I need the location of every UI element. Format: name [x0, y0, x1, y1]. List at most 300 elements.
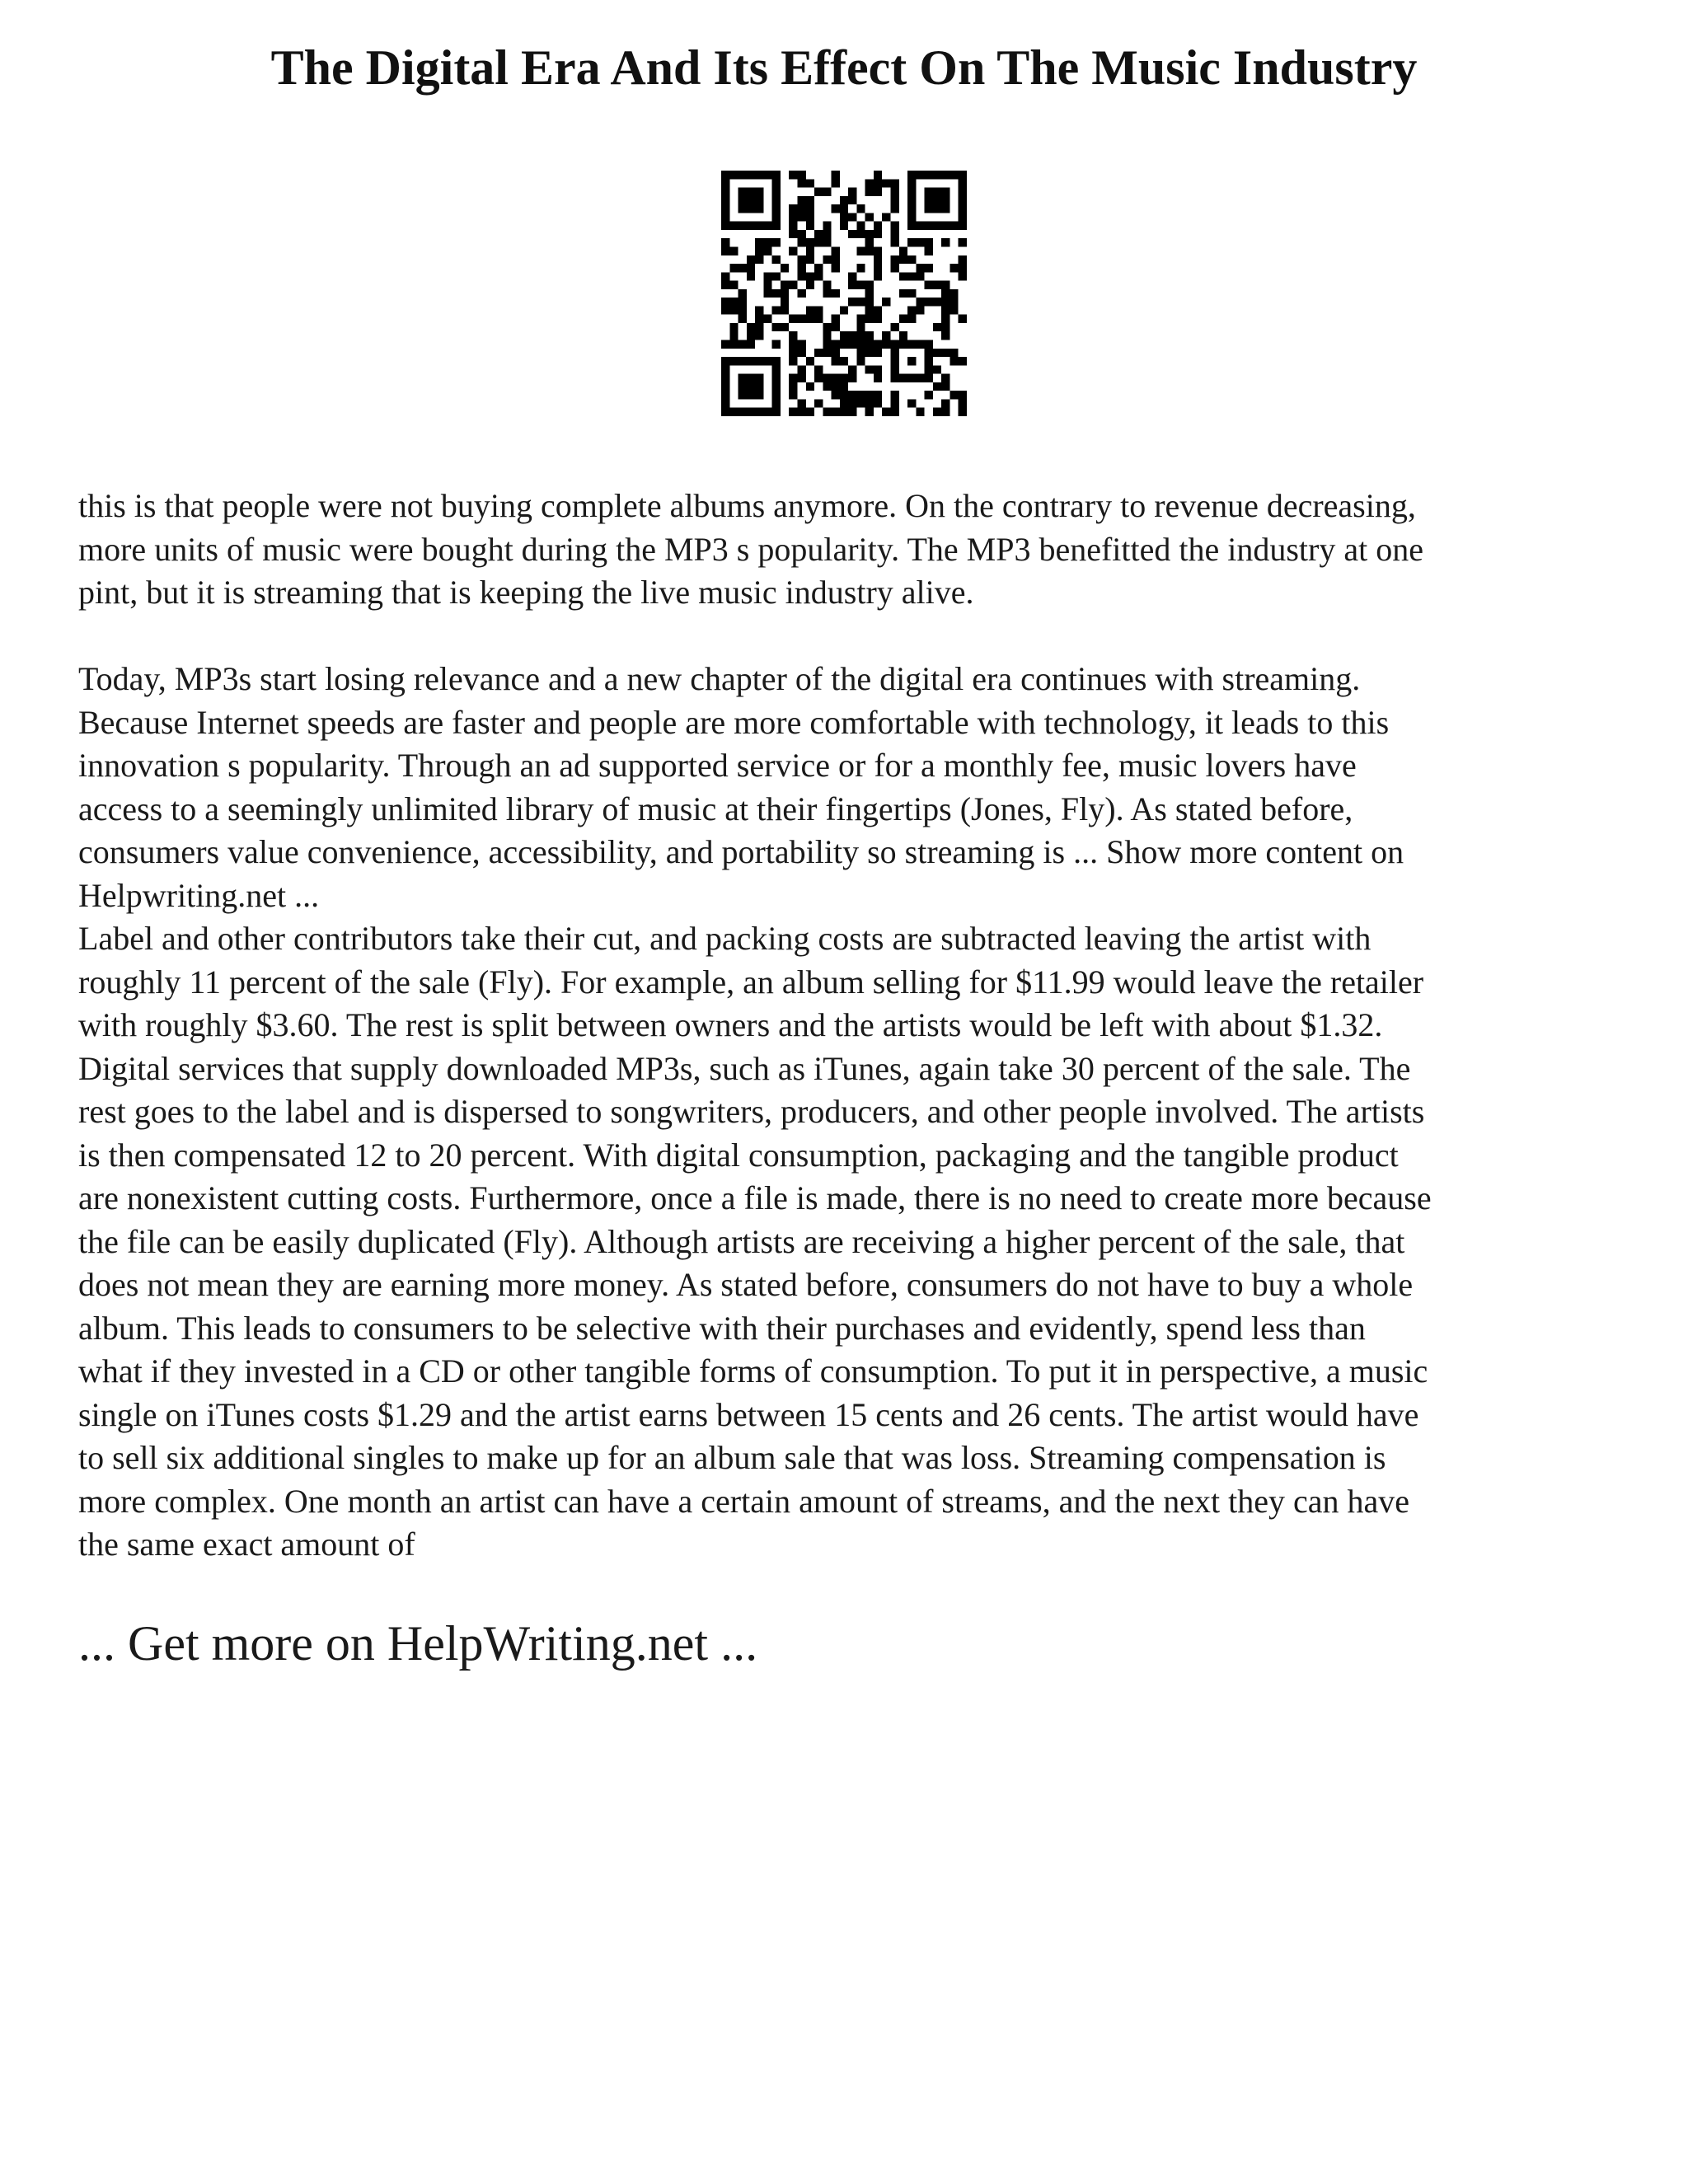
qr-module — [797, 238, 805, 246]
qr-module — [721, 171, 729, 179]
qr-module — [763, 281, 771, 289]
qr-module — [789, 331, 797, 340]
qr-module — [916, 298, 924, 306]
qr-module — [925, 264, 933, 272]
qr-module — [772, 171, 781, 179]
qr-module — [797, 340, 805, 349]
qr-module — [772, 196, 781, 204]
qr-module — [755, 196, 763, 204]
qr-module — [925, 349, 933, 357]
qr-module — [874, 272, 882, 280]
qr-module — [848, 365, 856, 373]
qr-module — [941, 374, 950, 382]
qr-module — [772, 391, 781, 399]
qr-module — [747, 382, 755, 391]
qr-module — [797, 374, 805, 382]
qr-module — [806, 382, 814, 391]
qr-module — [874, 399, 882, 407]
qr-module — [772, 374, 781, 382]
qr-module — [891, 196, 899, 204]
qr-module — [721, 281, 729, 289]
qr-module — [832, 171, 840, 179]
qr-module — [772, 204, 781, 213]
qr-module — [840, 306, 848, 314]
qr-module — [747, 171, 755, 179]
qr-module — [755, 408, 763, 416]
qr-module — [797, 171, 805, 179]
qr-module — [755, 315, 763, 323]
qr-module — [747, 264, 755, 272]
qr-module — [907, 272, 916, 280]
qr-module — [925, 196, 933, 204]
qr-module — [806, 222, 814, 230]
qr-module — [840, 331, 848, 340]
qr-module — [747, 222, 755, 230]
qr-module — [899, 374, 907, 382]
qr-module — [865, 340, 874, 349]
qr-module — [832, 204, 840, 213]
qr-module — [874, 246, 882, 255]
qr-module — [856, 399, 865, 407]
qr-module — [941, 171, 950, 179]
qr-module — [738, 374, 747, 382]
qr-module — [925, 281, 933, 289]
qr-module — [797, 255, 805, 264]
qr-module — [882, 179, 890, 187]
qr-module — [933, 298, 941, 306]
qr-module — [729, 222, 738, 230]
qr-module — [755, 171, 763, 179]
qr-module — [721, 340, 729, 349]
qr-module — [738, 391, 747, 399]
qr-module — [856, 281, 865, 289]
qr-module — [959, 213, 967, 221]
qr-module — [891, 179, 899, 187]
qr-module — [874, 340, 882, 349]
qr-module — [925, 298, 933, 306]
qr-module — [959, 255, 967, 264]
qr-module — [729, 340, 738, 349]
qr-module — [941, 222, 950, 230]
qr-module — [772, 222, 781, 230]
qr-module — [933, 196, 941, 204]
qr-module — [797, 213, 805, 221]
qr-module — [721, 179, 729, 187]
qr-module — [925, 340, 933, 349]
qr-module — [721, 306, 729, 314]
qr-module — [832, 340, 840, 349]
qr-module — [789, 222, 797, 230]
qr-module — [874, 349, 882, 357]
qr-module — [907, 399, 916, 407]
qr-module — [763, 238, 771, 246]
qr-module — [806, 306, 814, 314]
qr-module — [729, 246, 738, 255]
qr-module — [941, 298, 950, 306]
qr-module — [865, 230, 874, 238]
qr-module — [848, 230, 856, 238]
qr-module — [806, 255, 814, 264]
qr-module — [806, 238, 814, 246]
qr-module — [738, 315, 747, 323]
qr-module — [814, 264, 823, 272]
qr-module — [941, 382, 950, 391]
qr-module — [950, 391, 958, 399]
qr-module — [755, 374, 763, 382]
qr-module — [738, 306, 747, 314]
qr-module — [941, 315, 950, 323]
qr-module — [772, 179, 781, 187]
paragraph-spacer — [78, 615, 1628, 658]
qr-module — [823, 230, 831, 238]
qr-module — [882, 331, 890, 340]
qr-module — [789, 374, 797, 382]
qr-module — [832, 408, 840, 416]
qr-module — [832, 323, 840, 331]
qr-module — [941, 188, 950, 196]
qr-module — [874, 171, 882, 179]
qr-module — [865, 289, 874, 298]
qr-module — [806, 213, 814, 221]
qr-module — [848, 188, 856, 196]
qr-module — [797, 272, 805, 280]
qr-module — [721, 238, 729, 246]
qr-module — [941, 399, 950, 407]
qr-module — [823, 323, 831, 331]
qr-module — [823, 340, 831, 349]
qr-module — [772, 255, 781, 264]
qr-module — [933, 408, 941, 416]
qr-module — [891, 255, 899, 264]
qr-module — [907, 315, 916, 323]
qr-module — [925, 246, 933, 255]
qr-module — [721, 196, 729, 204]
page-title: The Digital Era And Its Effect On The Music Industry — [270, 40, 1418, 95]
qr-module — [865, 391, 874, 399]
qr-module — [848, 281, 856, 289]
qr-module — [721, 272, 729, 280]
qr-module — [933, 349, 941, 357]
qr-module — [950, 171, 958, 179]
qr-module — [874, 315, 882, 323]
qr-module — [941, 408, 950, 416]
qr-module — [832, 264, 840, 272]
qr-module — [950, 264, 958, 272]
qr-module — [840, 374, 848, 382]
qr-module — [772, 306, 781, 314]
qr-module — [840, 222, 848, 230]
qr-module — [907, 171, 916, 179]
qr-module — [899, 289, 907, 298]
qr-module — [941, 323, 950, 331]
qr-module — [925, 238, 933, 246]
qr-module — [806, 179, 814, 187]
qr-module — [806, 315, 814, 323]
qr-module — [747, 391, 755, 399]
qr-module — [755, 357, 763, 365]
qr-module — [781, 298, 789, 306]
qr-module — [763, 171, 771, 179]
qr-module — [959, 196, 967, 204]
qr-module — [959, 315, 967, 323]
qr-module — [907, 289, 916, 298]
qr-module — [772, 289, 781, 298]
qr-module — [882, 213, 890, 221]
qr-module — [865, 408, 874, 416]
qr-module — [891, 222, 899, 230]
qr-module — [899, 331, 907, 340]
qr-module — [840, 357, 848, 365]
qr-module — [925, 365, 933, 373]
qr-module — [840, 213, 848, 221]
qr-module — [755, 188, 763, 196]
qr-module — [848, 391, 856, 399]
qr-module — [755, 255, 763, 264]
qr-module — [907, 306, 916, 314]
qr-module — [797, 196, 805, 204]
qr-module — [874, 374, 882, 382]
qr-module — [941, 306, 950, 314]
qr-module — [848, 196, 856, 204]
qr-module — [806, 196, 814, 204]
qr-module — [721, 391, 729, 399]
qr-module — [755, 331, 763, 340]
qr-module — [916, 272, 924, 280]
qr-module — [806, 408, 814, 416]
qr-module — [738, 204, 747, 213]
qr-module — [907, 188, 916, 196]
qr-module — [823, 188, 831, 196]
qr-module — [950, 298, 958, 306]
qr-module — [891, 399, 899, 407]
get-more-link[interactable]: ... Get more on HelpWriting.net ... — [78, 1616, 758, 1671]
qr-module — [840, 399, 848, 407]
qr-module — [856, 264, 865, 272]
qr-module — [789, 349, 797, 357]
qr-module — [865, 298, 874, 306]
qr-module — [772, 238, 781, 246]
qr-module — [941, 331, 950, 340]
qr-module — [814, 272, 823, 280]
qr-module — [856, 246, 865, 255]
qr-module — [729, 264, 738, 272]
qr-module — [747, 323, 755, 331]
qr-module — [823, 374, 831, 382]
qr-module — [916, 264, 924, 272]
qr-module — [806, 204, 814, 213]
qr-module — [832, 315, 840, 323]
qr-module — [865, 213, 874, 221]
qr-module — [832, 179, 840, 187]
qr-module — [856, 349, 865, 357]
qr-module — [925, 171, 933, 179]
qr-module — [907, 213, 916, 221]
qr-module — [721, 298, 729, 306]
qr-module — [738, 408, 747, 416]
qr-module — [891, 349, 899, 357]
qr-module — [907, 357, 916, 365]
qr-module — [789, 213, 797, 221]
qr-module — [874, 255, 882, 264]
qr-module — [874, 179, 882, 187]
qr-module — [832, 246, 840, 255]
qr-module — [941, 196, 950, 204]
qr-module — [747, 272, 755, 280]
qr-module — [823, 255, 831, 264]
qr-module — [763, 315, 771, 323]
qr-module — [747, 196, 755, 204]
qr-module — [721, 399, 729, 407]
qr-module — [721, 382, 729, 391]
qr-module — [823, 281, 831, 289]
qr-module — [721, 408, 729, 416]
qr-module — [959, 238, 967, 246]
qr-module — [755, 391, 763, 399]
qr-module — [874, 222, 882, 230]
qr-module — [840, 196, 848, 204]
qr-module — [865, 306, 874, 314]
qr-module — [814, 230, 823, 238]
qr-module — [832, 357, 840, 365]
qr-module — [840, 382, 848, 391]
qr-module — [738, 357, 747, 365]
qr-module — [755, 382, 763, 391]
qr-module — [729, 331, 738, 340]
qr-module — [797, 365, 805, 373]
qr-module — [856, 391, 865, 399]
qr-module — [823, 289, 831, 298]
qr-module — [747, 357, 755, 365]
qr-module — [848, 408, 856, 416]
qr-module — [856, 357, 865, 365]
qr-module — [941, 349, 950, 357]
qr-module — [916, 171, 924, 179]
qr-module — [721, 204, 729, 213]
qr-module — [755, 323, 763, 331]
qr-module — [848, 399, 856, 407]
qr-module — [789, 340, 797, 349]
qr-module — [959, 357, 967, 365]
qr-module — [789, 391, 797, 399]
qr-module — [738, 289, 747, 298]
paragraph-2: Today, MP3s start losing relevance and a new chapter of the digital era continues with streaming. Because Internet speeds are faster and people are more comfortable with technology, it leads to this innovation s popularity. Through an ad supported service or for a monthly fee, music lovers have access to a seemingly unlimited library of music at their fingertips (Jones, Fly). As stated before, consumers value convenience, accessibility, and portability so streaming is ... Show more content on Helpwriting.net ... — [78, 660, 1404, 914]
qr-module — [806, 281, 814, 289]
qr-module — [755, 306, 763, 314]
qr-module — [823, 331, 831, 340]
qr-module — [781, 281, 789, 289]
qr-module — [781, 264, 789, 272]
paragraph-1: this is that people were not buying complete albums anymore. On the contrary to revenue decreasing, more units of music were bought during the MP3 s popularity. The MP3 benefitted the industry at one pint, but it is streaming that is keeping the live music industry alive. — [78, 487, 1423, 611]
qr-module — [899, 255, 907, 264]
qr-module — [721, 357, 729, 365]
qr-module — [933, 188, 941, 196]
qr-module — [848, 272, 856, 280]
qr-module — [763, 357, 771, 365]
qr-code-icon[interactable] — [721, 171, 967, 416]
qr-module — [755, 246, 763, 255]
qr-module — [899, 272, 907, 280]
qr-module — [738, 264, 747, 272]
qr-module — [772, 323, 781, 331]
qr-module — [916, 340, 924, 349]
qr-module — [721, 188, 729, 196]
qr-module — [933, 281, 941, 289]
qr-module — [763, 272, 771, 280]
qr-module — [907, 374, 916, 382]
qr-module — [789, 281, 797, 289]
qr-module — [747, 374, 755, 382]
qr-module — [950, 289, 958, 298]
qr-module — [891, 323, 899, 331]
qr-module — [789, 246, 797, 255]
qr-module — [941, 281, 950, 289]
qr-module — [882, 408, 890, 416]
qr-module — [874, 264, 882, 272]
qr-module — [797, 408, 805, 416]
qr-module — [891, 374, 899, 382]
qr-module — [729, 408, 738, 416]
qr-module — [738, 171, 747, 179]
qr-module — [814, 365, 823, 373]
qr-module — [755, 204, 763, 213]
qr-module — [814, 306, 823, 314]
qr-module — [814, 349, 823, 357]
qr-module — [797, 204, 805, 213]
qr-module — [874, 230, 882, 238]
qr-module — [865, 179, 874, 187]
qr-module — [907, 255, 916, 264]
qr-module — [797, 349, 805, 357]
qr-module — [738, 222, 747, 230]
qr-module — [891, 408, 899, 416]
qr-module — [899, 246, 907, 255]
qr-module — [721, 365, 729, 373]
qr-module — [856, 323, 865, 331]
qr-module — [865, 281, 874, 289]
qr-module — [933, 204, 941, 213]
qr-module — [721, 374, 729, 382]
qr-module — [823, 222, 831, 230]
qr-module — [772, 188, 781, 196]
qr-module — [823, 382, 831, 391]
article-body — [78, 485, 1628, 1567]
qr-module — [747, 340, 755, 349]
qr-module — [959, 272, 967, 280]
qr-module — [959, 222, 967, 230]
qr-module — [806, 246, 814, 255]
qr-module — [925, 374, 933, 382]
qr-module — [832, 255, 840, 264]
qr-module — [781, 289, 789, 298]
qr-module — [950, 222, 958, 230]
qr-module — [789, 408, 797, 416]
qr-module — [789, 171, 797, 179]
qr-module — [950, 357, 958, 365]
qr-module — [848, 340, 856, 349]
qr-module — [907, 340, 916, 349]
qr-module — [806, 272, 814, 280]
qr-module — [848, 213, 856, 221]
qr-module — [763, 408, 771, 416]
qr-module — [832, 374, 840, 382]
qr-module — [891, 365, 899, 373]
qr-module — [856, 222, 865, 230]
qr-module — [959, 188, 967, 196]
qr-module — [907, 238, 916, 246]
qr-module — [856, 298, 865, 306]
qr-module — [738, 196, 747, 204]
qr-module — [763, 246, 771, 255]
